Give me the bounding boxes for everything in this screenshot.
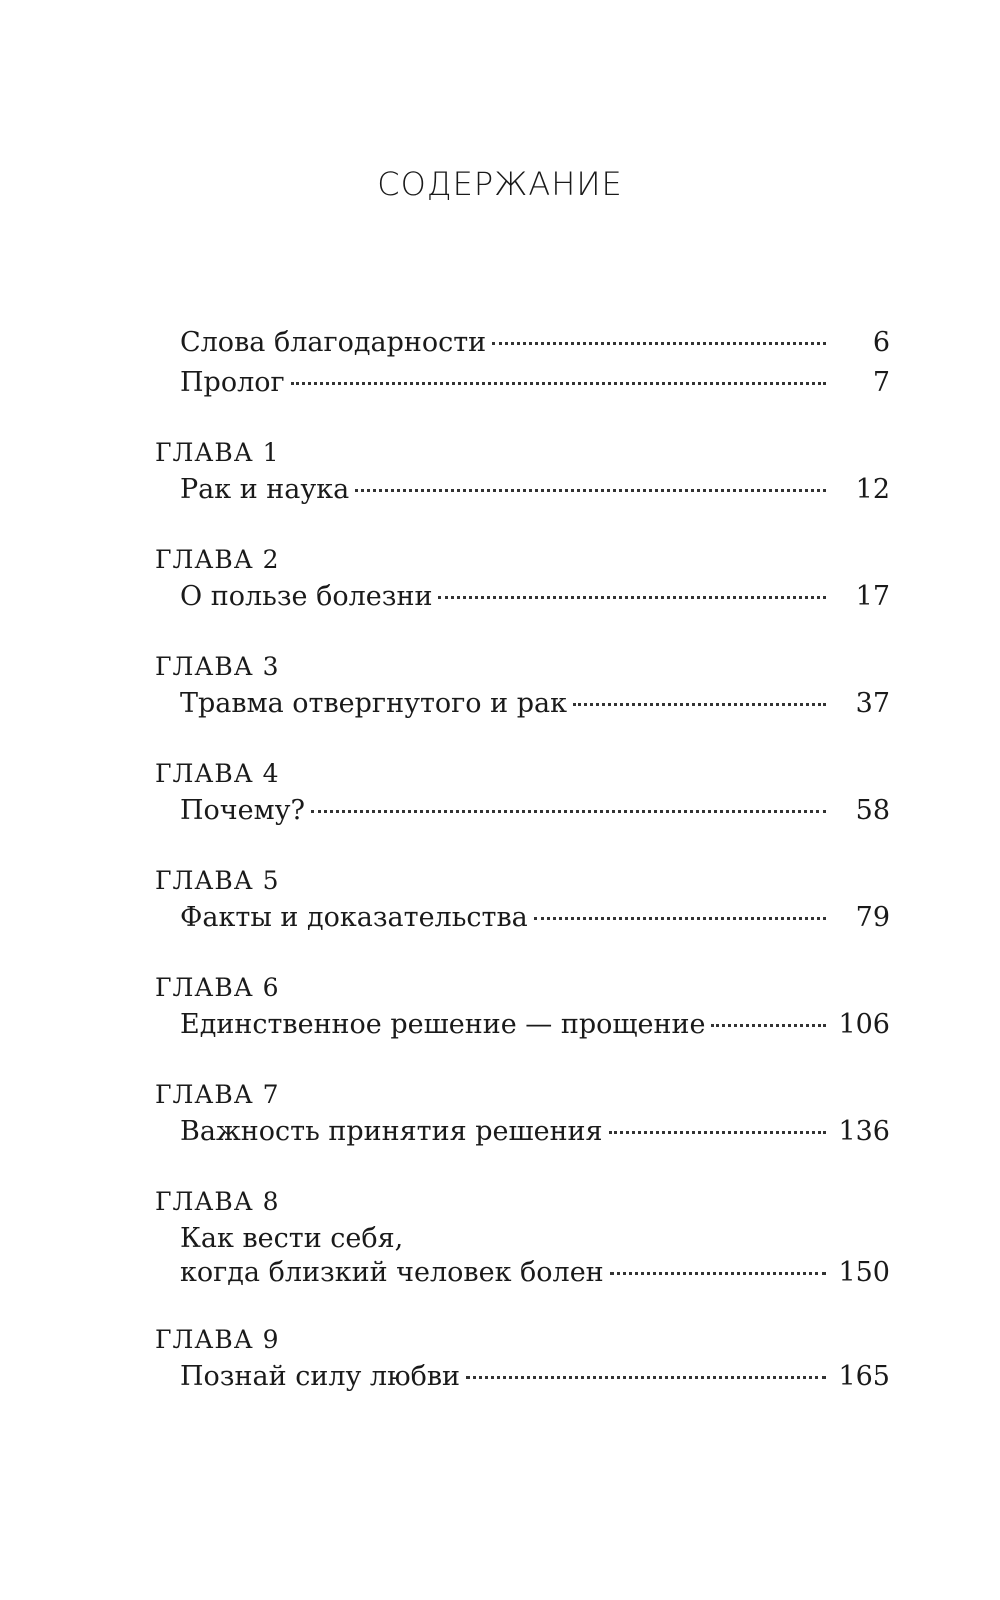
toc-entry-text: когда близкий человек болен bbox=[180, 1257, 604, 1288]
chapter-label-1: ГЛАВА 1 bbox=[155, 438, 280, 467]
toc-entry-text: Рак и наука bbox=[180, 474, 350, 505]
toc-page-number: 165 bbox=[838, 1361, 890, 1392]
dot-leader bbox=[438, 596, 826, 599]
toc-entry-chapter-3[interactable] bbox=[180, 687, 890, 721]
toc-entry-text: О пользе болезни bbox=[180, 581, 433, 612]
chapter-label-6: ГЛАВА 6 bbox=[155, 973, 280, 1002]
toc-entry-text: Пролог bbox=[180, 367, 285, 398]
toc-page-number: 58 bbox=[855, 795, 890, 826]
toc-row bbox=[180, 473, 890, 507]
chapter-label-7: ГЛАВА 7 bbox=[155, 1080, 280, 1109]
toc-entry-text: Единственное решение — прощение bbox=[180, 1009, 706, 1040]
toc-page-number: 37 bbox=[855, 688, 890, 719]
toc-entry-text: Факты и доказательства bbox=[180, 902, 528, 933]
chapter-label-4: ГЛАВА 4 bbox=[155, 759, 280, 788]
toc-row bbox=[180, 366, 890, 400]
toc-entry-text: Травма отвергнутого и рак bbox=[180, 688, 567, 719]
toc-entry-text-line1: Как вести себя, bbox=[180, 1223, 404, 1254]
toc-entry-chapter-5[interactable] bbox=[180, 901, 890, 935]
toc-page-number: 17 bbox=[855, 581, 890, 612]
toc-entry-chapter-2[interactable] bbox=[180, 580, 890, 614]
page-title: СОДЕРЖАНИЕ bbox=[377, 165, 623, 203]
dot-leader bbox=[610, 1272, 826, 1275]
toc-page-number: 6 bbox=[872, 327, 890, 358]
dot-leader bbox=[355, 489, 826, 492]
toc-entry-text: Слова благодарности bbox=[180, 327, 487, 358]
toc-entry-chapter-4[interactable] bbox=[180, 794, 890, 828]
toc-entry-text: Почему? bbox=[180, 795, 305, 826]
dot-leader bbox=[492, 342, 826, 345]
toc-row bbox=[180, 794, 890, 828]
dot-leader bbox=[291, 382, 826, 385]
toc-row bbox=[180, 687, 890, 721]
toc-entry-text: Важность принятия решения bbox=[180, 1116, 603, 1147]
chapter-label-2: ГЛАВА 2 bbox=[155, 545, 280, 574]
toc-row bbox=[180, 1360, 890, 1394]
toc-page-number: 12 bbox=[855, 474, 890, 505]
toc-entry-text: Познай силу любви bbox=[180, 1361, 461, 1392]
toc-page-number: 106 bbox=[838, 1009, 890, 1040]
toc-row bbox=[180, 1115, 890, 1149]
toc-entry-chapter-6[interactable] bbox=[180, 1008, 890, 1042]
toc-entry-chapter-9[interactable] bbox=[180, 1360, 890, 1394]
toc-row bbox=[180, 580, 890, 614]
toc-page-number: 7 bbox=[872, 367, 890, 398]
toc-row bbox=[180, 1008, 890, 1042]
dot-leader bbox=[711, 1024, 826, 1027]
toc-page-number: 136 bbox=[838, 1116, 890, 1147]
dot-leader bbox=[311, 810, 826, 813]
chapter-label-5: ГЛАВА 5 bbox=[155, 866, 280, 895]
toc-row bbox=[180, 326, 890, 360]
toc-page-number: 150 bbox=[838, 1257, 890, 1288]
dot-leader bbox=[466, 1376, 826, 1379]
toc-entry-acknowledgements[interactable] bbox=[180, 326, 890, 360]
toc-row bbox=[180, 901, 890, 935]
toc-entry-prologue[interactable] bbox=[180, 366, 890, 400]
dot-leader bbox=[609, 1131, 826, 1134]
toc-entry-chapter-7[interactable] bbox=[180, 1115, 890, 1149]
chapter-label-3: ГЛАВА 3 bbox=[155, 652, 280, 681]
chapter-label-8: ГЛАВА 8 bbox=[155, 1187, 280, 1216]
toc-row bbox=[180, 1256, 890, 1290]
chapter-label-9: ГЛАВА 9 bbox=[155, 1325, 280, 1354]
dot-leader bbox=[534, 917, 826, 920]
dot-leader bbox=[573, 703, 826, 706]
toc-page-number: 79 bbox=[855, 902, 890, 933]
toc-entry-chapter-8[interactable] bbox=[180, 1222, 890, 1290]
toc-entry-chapter-1[interactable] bbox=[180, 473, 890, 507]
